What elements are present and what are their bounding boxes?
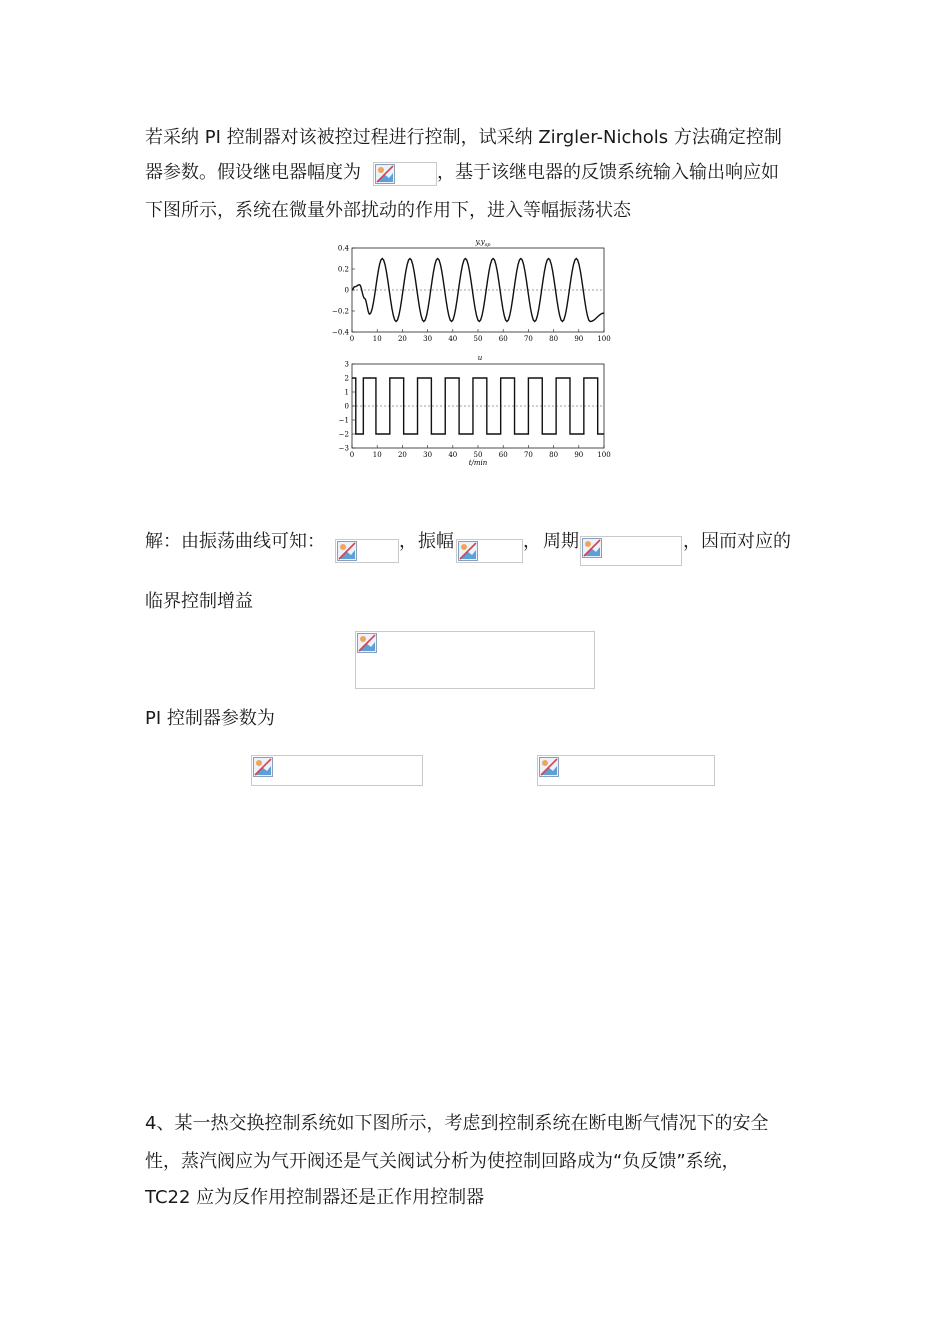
top-xtick-label: 80 (549, 335, 559, 343)
broken-image-period (580, 536, 682, 566)
top-xtick-label: 50 (473, 335, 483, 343)
problem-line-1: 若采纳 PI 控制器对该被控过程进行控制，试采纳 Zirgler-Nichols 方法确定控制 (145, 127, 782, 148)
top-ytick-label: −0.2 (332, 307, 349, 316)
bottom-ytick-label: −2 (338, 430, 349, 439)
solution-pi-params-label: PI 控制器参数为 (145, 708, 275, 729)
top-xtick-label: 100 (597, 335, 611, 343)
bottom-xtick-label: 50 (473, 451, 483, 459)
solution-comma-2: ， (523, 531, 541, 552)
top-xtick-label: 70 (523, 335, 533, 343)
broken-image-relay-amplitude (373, 162, 437, 186)
broken-image-icon (458, 541, 478, 561)
broken-image-icon (253, 757, 273, 777)
broken-image-icon (357, 633, 377, 653)
bottom-ytick-label: −1 (338, 416, 349, 425)
bottom-ytick-label: 0 (344, 402, 349, 411)
bottom-xtick-label: 10 (372, 451, 382, 459)
bottom-xtick-label: 0 (349, 451, 355, 459)
problem-line-2b: ，基于该继电器的反馈系统输入输出响应如 (437, 162, 779, 183)
top-xtick-label: 30 (423, 335, 433, 343)
broken-image-critical-gain (355, 631, 595, 689)
top-xtick-label: 10 (372, 335, 382, 343)
top-ytick-label: −0.4 (332, 328, 349, 337)
top-xtick-label: 20 (397, 335, 407, 343)
bottom-ytick-label: −3 (338, 444, 349, 453)
broken-image-icon (337, 541, 357, 561)
question4-line-1: 4、某一热交换控制系统如下图所示，考虑到控制系统在断电断气情况下的安全 (145, 1113, 769, 1134)
solution-critical-gain-label: 临界控制增益 (145, 591, 253, 612)
bottom-ytick-label: 1 (344, 388, 349, 397)
x-axis-label: t/min (468, 459, 488, 466)
top-xtick-label: 0 (349, 335, 355, 343)
top-xtick-label: 60 (498, 335, 508, 343)
problem-line-2a: 器参数。假设继电器幅度为 (145, 162, 361, 183)
broken-image-icon (582, 538, 602, 558)
top-xtick-label: 40 (448, 335, 458, 343)
bottom-xtick-label: 80 (549, 451, 559, 459)
broken-image-icon (539, 757, 559, 777)
problem-line-3: 下图所示，系统在微量外部扰动的作用下，进入等幅振荡状态 (145, 200, 631, 221)
broken-image-amplitude (456, 539, 523, 563)
top-ytick-label: 0.4 (337, 244, 349, 253)
bottom-xtick-label: 30 (423, 451, 433, 459)
top-xtick-label: 90 (574, 335, 584, 343)
solution-prefix: 解：由振荡曲线可知： (145, 531, 325, 552)
top-ytick-label: 0 (344, 286, 349, 295)
solution-suffix: ，因而对应的 (683, 531, 791, 552)
bottom-xtick-label: 60 (498, 451, 508, 459)
relay-response-figure (318, 234, 618, 466)
bottom-ytick-label: 2 (344, 374, 349, 383)
top-plot-title: $y,y_{sp}$ (475, 238, 491, 248)
bottom-xtick-label: 70 (523, 451, 533, 459)
bottom-ytick-label: 3 (344, 360, 349, 369)
top-ytick-label: 0.2 (337, 265, 349, 274)
broken-image-kc (251, 755, 423, 786)
bottom-xtick-label: 40 (448, 451, 458, 459)
solution-amplitude-label: 振幅 (418, 531, 454, 552)
question4-line-3: TC22 应为反作用控制器还是正作用控制器 (145, 1187, 485, 1208)
bottom-xtick-label: 20 (397, 451, 407, 459)
broken-image-icon (375, 164, 395, 184)
broken-image-value-1 (335, 539, 399, 563)
bottom-xtick-label: 100 (597, 451, 611, 459)
solution-comma-1: ， (399, 531, 417, 552)
solution-period-label: 周期 (543, 531, 579, 552)
bottom-plot-title: u (477, 354, 483, 362)
bottom-xtick-label: 90 (574, 451, 584, 459)
question4-line-2: 性，蒸汽阀应为气开阀还是气关阀试分析为使控制回路成为“负反馈”系统， (145, 1151, 740, 1172)
broken-image-ti (537, 755, 715, 786)
